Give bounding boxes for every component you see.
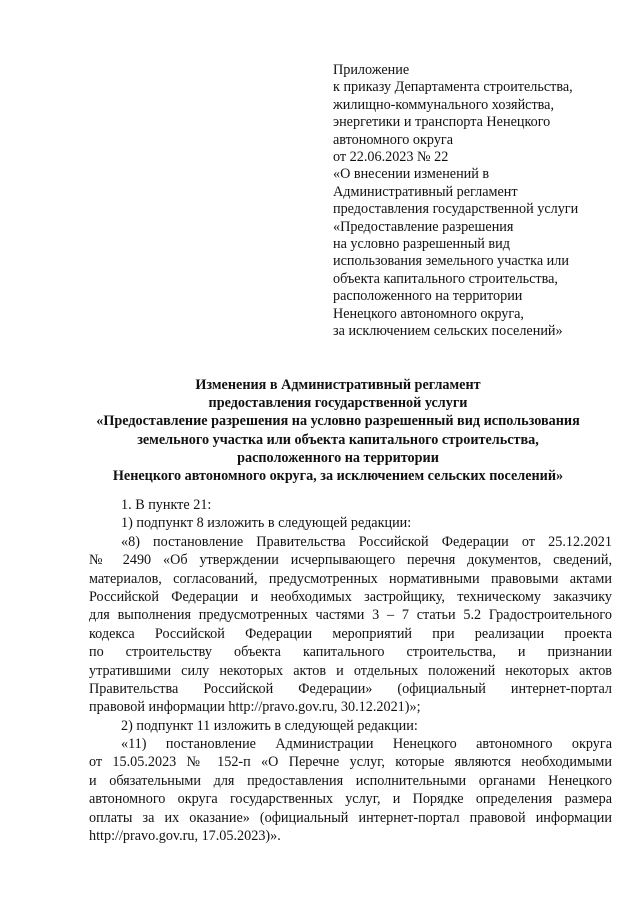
title-line: «Предоставление разрешения на условно разрешенный вид использования [96,413,580,430]
appendix-line: от 22.06.2023 № 22 [333,149,449,166]
body-line: правовой информации http://pravo.gov.ru, 30.12.2021)»; [89,699,421,716]
appendix-line: расположенного на территории [333,288,523,305]
appendix-line: на условно разрешенный вид [333,236,510,253]
appendix-line: энергетики и транспорта Ненецкого [333,114,551,131]
body-line: «8) постановление Правительства Российской Федерации от 25.12.2021 [121,533,612,550]
body-line: 1) подпункт 8 изложить в следующей редакции: [121,515,412,532]
document-title [60,376,616,485]
appendix-line: использования земельного участка или [333,253,569,270]
appendix-line: «О внесении изменений в [333,166,490,183]
appendix-line: предоставления государственной услуги [333,201,579,218]
appendix-line: Ненецкого автономного округа, [333,305,524,322]
body-line: Российской Федерации и необходимых застройщику, техническому заказчику [89,588,612,605]
appendix-line: Административный регламент [333,183,518,200]
appendix-line: за исключением сельских поселений» [333,323,563,340]
body-line: № 2490 «Об утверждении исчерпывающего перечня документов, сведений, [89,552,612,569]
appendix-line: объекта капитального строительства, [333,270,558,287]
title-line: Изменения в Административный регламент [195,377,481,393]
body-line: 1. В пункте 21: [121,497,212,513]
appendix-line: Приложение [333,62,410,78]
appendix-line: жилищно-коммунального хозяйства, [333,96,555,113]
document-body [89,496,612,845]
body-line: по строительству объекта капитального строительства, и признании [89,644,612,661]
body-line: «11) постановление Администрации Ненецкого автономного округа [121,736,612,753]
appendix-line: к приказу Департамента строительства, [333,79,573,96]
body-line: 2) подпункт 11 изложить в следующей редакции: [121,717,418,734]
title-line: расположенного на территории [237,449,439,466]
body-line: оплаты за их оказание» (официальный интернет-портал правовой информации [89,809,612,826]
body-line: утратившими силу некоторых актов и отдельных положений некоторых актов [89,662,612,679]
body-line: от 15.05.2023 № 152-п «О Перечне услуг, которые являются необходимыми [89,754,612,771]
body-line: http://pravo.gov.ru, 17.05.2023)». [89,828,281,845]
body-line: Правительства Российской Федерации» (официальный интернет-портал [89,680,612,697]
body-line: кодекса Российской Федерации мероприятий при реализации проекта [89,625,612,642]
appendix-line: автономного округа [333,131,454,148]
title-line: предоставления государственной услуги [208,395,468,412]
body-line: и обязательными для предоставления исполнительными органами Ненецкого [89,772,612,789]
body-line: для выполнения предусмотренных частями 3 – 7 статьи 5.2 Градостроительного [89,607,612,624]
body-line: автономного округа государственных услуг, и Порядке определения размера [89,791,612,808]
title-line: земельного участка или объекта капитального строительства, [137,431,539,448]
appendix-line: «Предоставление разрешения [333,218,514,235]
title-line: Ненецкого автономного округа, за исключением сельских поселений» [112,468,564,485]
body-line: материалов, согласований, предусмотренных нормативными правовыми актами [89,570,612,587]
appendix-header [333,62,623,341]
